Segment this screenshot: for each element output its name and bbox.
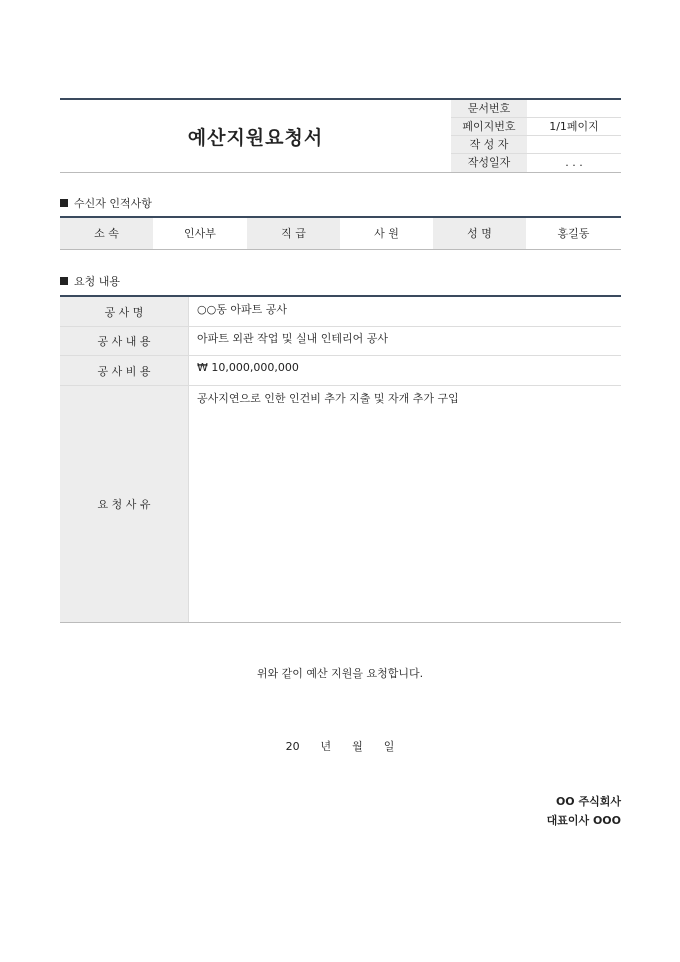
dept-value[interactable]: 인사부 bbox=[184, 227, 216, 240]
meta-value[interactable] bbox=[527, 100, 621, 117]
recipient-table bbox=[60, 216, 621, 250]
row-value[interactable]: ₩ 10,000,000,000 bbox=[197, 361, 299, 374]
meta-label: 페이지번호 bbox=[451, 118, 527, 135]
bullet-square-icon bbox=[60, 199, 68, 207]
request-row-project-content bbox=[60, 327, 621, 356]
meta-label: 작성일자 bbox=[451, 154, 527, 172]
meta-label: 작 성 자 bbox=[451, 136, 527, 153]
document-title: 예산지원요청서 bbox=[187, 126, 324, 149]
row-value[interactable]: 아파트 외관 작업 및 실내 인테리어 공사 bbox=[197, 332, 388, 345]
row-value[interactable]: ○○동 아파트 공사 bbox=[197, 303, 287, 316]
row-label: 요 청 사 유 bbox=[60, 386, 189, 622]
dept-label: 소 속 bbox=[60, 218, 153, 249]
row-label: 공 사 비 용 bbox=[60, 356, 189, 385]
recipient-section-heading bbox=[60, 195, 152, 211]
name-label: 성 명 bbox=[433, 218, 526, 249]
request-statement: 위와 같이 예산 지원을 요청합니다. bbox=[256, 667, 424, 680]
meta-value[interactable]: . . . bbox=[565, 156, 583, 169]
request-row-project-name bbox=[60, 297, 621, 327]
row-label: 공 사 명 bbox=[60, 297, 189, 326]
meta-row-author bbox=[451, 136, 621, 154]
ceo-name: 대표이사 OOO bbox=[546, 814, 621, 827]
section-title: 요청 내용 bbox=[74, 275, 121, 288]
rank-value[interactable]: 사 원 bbox=[374, 227, 399, 240]
bullet-square-icon bbox=[60, 277, 68, 285]
rank-label: 직 급 bbox=[247, 218, 340, 249]
request-row-reason bbox=[60, 386, 621, 622]
row-label: 공 사 내 용 bbox=[60, 327, 189, 355]
row-value[interactable]: 공사지연으로 인한 인건비 추가 지출 및 자개 추가 구입 bbox=[197, 392, 459, 405]
date-line: 20 년 월 일 bbox=[285, 740, 395, 753]
meta-value[interactable]: 1/1페이지 bbox=[549, 120, 599, 133]
meta-value[interactable] bbox=[527, 136, 621, 153]
name-value[interactable]: 홍길동 bbox=[557, 227, 590, 240]
company-name: OO 주식회사 bbox=[555, 795, 621, 808]
document-header bbox=[60, 98, 621, 173]
meta-row-date bbox=[451, 154, 621, 172]
request-row-project-cost bbox=[60, 356, 621, 386]
meta-label: 문서번호 bbox=[451, 100, 527, 117]
meta-row-page-number bbox=[451, 118, 621, 136]
meta-row-doc-number bbox=[451, 100, 621, 118]
request-section-heading bbox=[60, 273, 120, 289]
section-title: 수신자 인적사항 bbox=[74, 197, 152, 210]
request-table bbox=[60, 295, 621, 623]
